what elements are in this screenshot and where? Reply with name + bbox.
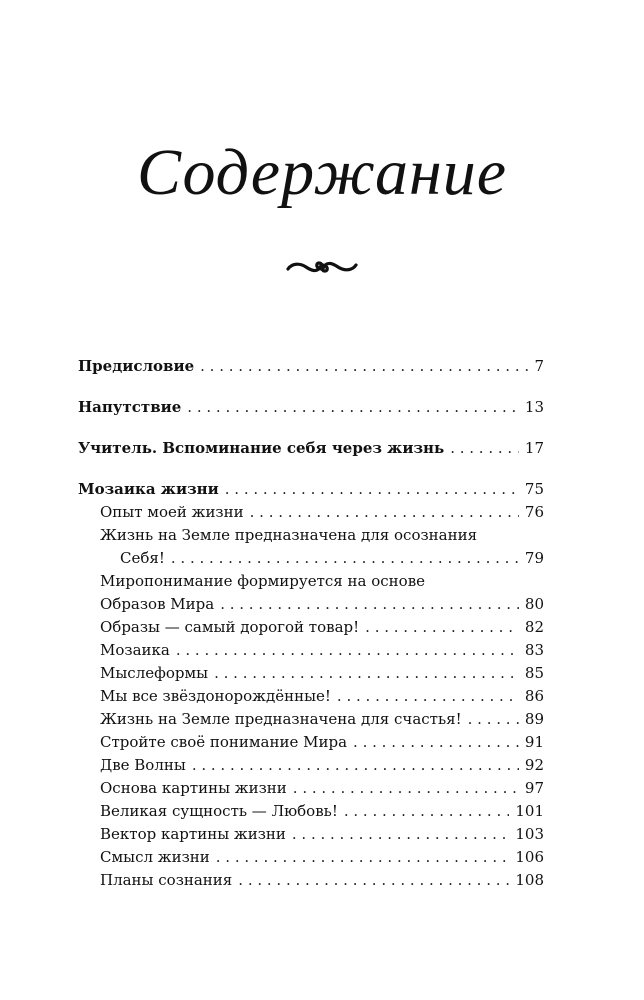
toc-subentry-line1[interactable] — [78, 524, 544, 547]
toc-entry-label: Образов Мира — [100, 595, 215, 613]
dot-leader — [220, 593, 519, 616]
toc-page-number: 80 — [524, 595, 544, 613]
toc-page-number: 75 — [524, 480, 544, 498]
dot-leader — [216, 846, 510, 869]
toc-subentry[interactable] — [78, 639, 544, 662]
toc-entry-label: Напутствие — [78, 398, 182, 416]
toc-entry-label: Себя! — [120, 549, 165, 567]
toc-entry-label: Мозаика — [100, 641, 170, 659]
toc-entry-mosaic-of-life[interactable] — [78, 478, 544, 501]
toc-subentry[interactable] — [78, 616, 544, 639]
toc-page-number: 108 — [515, 871, 544, 889]
dot-leader — [225, 478, 519, 501]
dot-leader — [214, 662, 519, 685]
toc-entry-label: Стройте своё понимание Мира — [100, 733, 348, 751]
toc-page-number: 85 — [524, 664, 544, 682]
toc-subentry[interactable] — [78, 662, 544, 685]
toc-entry-label: Учитель. Вспоминание себя через жизнь — [78, 439, 445, 457]
toc-subentry[interactable] — [78, 547, 544, 570]
toc-entry-label: Вектор картины жизни — [100, 825, 286, 843]
toc-entry-label: Предисловие — [78, 357, 195, 375]
toc-subentry-line1[interactable] — [78, 570, 544, 593]
dot-leader — [468, 708, 519, 731]
toc-page-number: 91 — [524, 733, 544, 751]
toc-page-number: 83 — [524, 641, 544, 659]
toc-entry-label: Основа картины жизни — [100, 779, 287, 797]
toc-subentry[interactable] — [78, 593, 544, 616]
dot-leader — [365, 616, 519, 639]
dot-leader — [450, 437, 519, 460]
toc-page-number: 13 — [524, 398, 544, 416]
toc-entry-label: Планы сознания — [100, 871, 233, 889]
table-of-contents — [78, 355, 544, 892]
dot-leader — [176, 639, 519, 662]
toc-page-number: 76 — [524, 503, 544, 521]
toc-entry-label: Миропонимание формируется на основе — [100, 572, 426, 590]
dot-leader — [187, 396, 519, 419]
toc-entry-label: Жизнь на Земле предназначена для счастья! — [100, 710, 462, 728]
toc-page-number: 92 — [524, 756, 544, 774]
dot-leader — [171, 547, 519, 570]
toc-entry-label: Мы все звёздонорождённые! — [100, 687, 331, 705]
dot-leader — [238, 869, 509, 892]
toc-subentry[interactable] — [78, 823, 544, 846]
toc-page-number: 97 — [524, 779, 544, 797]
toc-entry-label: Две Волны — [100, 756, 186, 774]
toc-entry-teacher[interactable] — [78, 437, 544, 460]
toc-subentry[interactable] — [78, 869, 544, 892]
toc-entry-preface[interactable] — [78, 355, 544, 378]
dot-leader — [344, 800, 510, 823]
toc-subentry[interactable] — [78, 731, 544, 754]
toc-subentry[interactable] — [78, 800, 544, 823]
dot-leader — [250, 501, 519, 524]
swash-ornament-icon — [284, 254, 360, 280]
toc-page-number: 106 — [515, 848, 544, 866]
dot-leader — [292, 823, 509, 846]
toc-entry-label: Образы — самый дорогой товар! — [100, 618, 360, 636]
toc-entry-label: Мыслеформы — [100, 664, 209, 682]
toc-subentry[interactable] — [78, 846, 544, 869]
toc-page-number: 101 — [515, 802, 544, 820]
toc-page-number: 89 — [524, 710, 544, 728]
toc-entry-label: Опыт моей жизни — [100, 503, 244, 521]
toc-subentry[interactable] — [78, 754, 544, 777]
dot-leader — [337, 685, 519, 708]
toc-page-number: 7 — [534, 357, 544, 375]
toc-page-number: 86 — [524, 687, 544, 705]
dot-leader — [192, 754, 519, 777]
toc-entry-parting-words[interactable] — [78, 396, 544, 419]
toc-subentry[interactable] — [78, 501, 544, 524]
toc-entry-label: Жизнь на Земле предназначена для осознания — [100, 526, 478, 544]
toc-subentry[interactable] — [78, 685, 544, 708]
toc-entry-label: Великая сущность — Любовь! — [100, 802, 338, 820]
toc-page-number: 82 — [524, 618, 544, 636]
page-title: Содержание — [136, 136, 507, 209]
dot-leader — [293, 777, 519, 800]
dot-leader — [200, 355, 528, 378]
toc-page-number: 103 — [515, 825, 544, 843]
dot-leader — [353, 731, 519, 754]
toc-page-number: 79 — [524, 549, 544, 567]
toc-subentry[interactable] — [78, 777, 544, 800]
toc-page-number: 17 — [524, 439, 544, 457]
toc-entry-label: Мозаика жизни — [78, 480, 219, 498]
toc-entry-label: Смысл жизни — [100, 848, 210, 866]
toc-subentry[interactable] — [78, 708, 544, 731]
